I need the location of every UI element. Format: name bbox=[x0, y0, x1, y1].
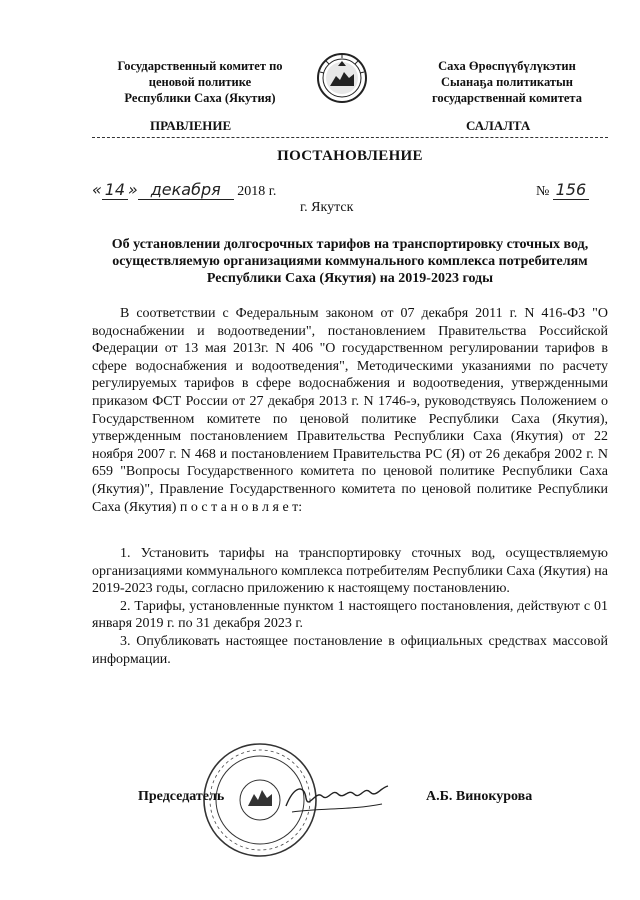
number-label: № bbox=[536, 184, 550, 199]
date-open-quote: « bbox=[92, 180, 102, 199]
document-date bbox=[92, 180, 276, 200]
committee-name-line-1: Государственный комитет по bbox=[117, 59, 283, 73]
committee-name-line-2: ценовой политике bbox=[148, 75, 252, 89]
board-label-russian: ПРАВЛЕНИЕ bbox=[150, 118, 232, 133]
resolution-items bbox=[92, 545, 608, 668]
committee-name-yakut bbox=[392, 58, 622, 106]
number-value: 156 bbox=[553, 180, 589, 200]
committee-name-yakut-line-2: Сыанаҕа политикатын bbox=[441, 75, 573, 89]
handwritten-signature-icon bbox=[282, 776, 392, 822]
date-close-quote: » bbox=[127, 180, 138, 199]
committee-name-yakut-line-1: Саха Өрөспүүбүлүкэтин bbox=[438, 59, 576, 73]
resolution-item-3: 3. Опубликовать настоящее постановление в официальных средствах массовой информации. bbox=[92, 633, 608, 667]
document-subject: Об установлении долгосрочных тарифов на транспортировку сточных вод, осуществляемую организациями коммунального комплекса потребителям Республики Саха (Якутия) на 2019-2023 годы bbox=[111, 237, 589, 286]
date-month: декабря bbox=[138, 180, 234, 200]
header-divider bbox=[92, 137, 608, 138]
board-label-yakut: САЛАЛТА bbox=[466, 118, 531, 133]
committee-name-russian bbox=[100, 58, 300, 106]
resolution-item-1: 1. Установить тарифы на транспортировку сточных вод, осуществляемую организациями коммунального комплекса потребителям Республики Саха (Якутия) на 2019-2023 годы, согласно приложению к настоящему постановлению. bbox=[92, 546, 608, 597]
signatory-name: А.Б. Винокурова bbox=[426, 789, 533, 804]
preamble-paragraph: В соответствии с Федеральным законом от 07 декабря 2011 г. N 416-ФЗ "О водоснабжении и водоотведении", постановлением Правительства Российской Федерации от 13 мая 2013г. N 406 "О государственном регулировании тарифов в сфере водоснабжения и водоотведения", Методическими указаниями по расчету регулируемых тарифов в сфере водоснабжения и водоотведения, утвержденными приказом ФСТ России от 27 декабря 2013 г. N 1746-э, руководствуясь Положением о Государственном комитете по ценовой политике Республики Саха (Якутия), утвержденным постановлением Правительства Республики Саха (Якутия) от 22 ноября 2007 г. N 468 и постановлением Правительства РС (Я) от 26 декабря 2002 г. N 659 "Вопросы Государственного комитета по ценовой политике Республики Саха (Якутия)", Правление Государственного комитета по ценовой политике Республики Саха (Якутия) п о с т а н о в л я е т: bbox=[92, 306, 608, 515]
signatory-title: Председатель bbox=[138, 789, 225, 804]
coat-of-arms-icon bbox=[316, 52, 368, 104]
date-year: 2018 г. bbox=[237, 184, 277, 199]
document-city: г. Якутск bbox=[300, 200, 354, 215]
document-number bbox=[536, 180, 589, 200]
date-day: 14 bbox=[102, 180, 128, 200]
document-title: ПОСТАНОВЛЕНИЕ bbox=[277, 148, 423, 164]
committee-name-line-3: Республики Саха (Якутия) bbox=[124, 91, 276, 105]
committee-name-yakut-line-3: государственнай комитета bbox=[432, 91, 582, 105]
resolution-item-2: 2. Тарифы, установленные пунктом 1 настоящего постановления, действуют с 01 января 2019 г. по 31 декабря 2023 г. bbox=[92, 598, 608, 632]
